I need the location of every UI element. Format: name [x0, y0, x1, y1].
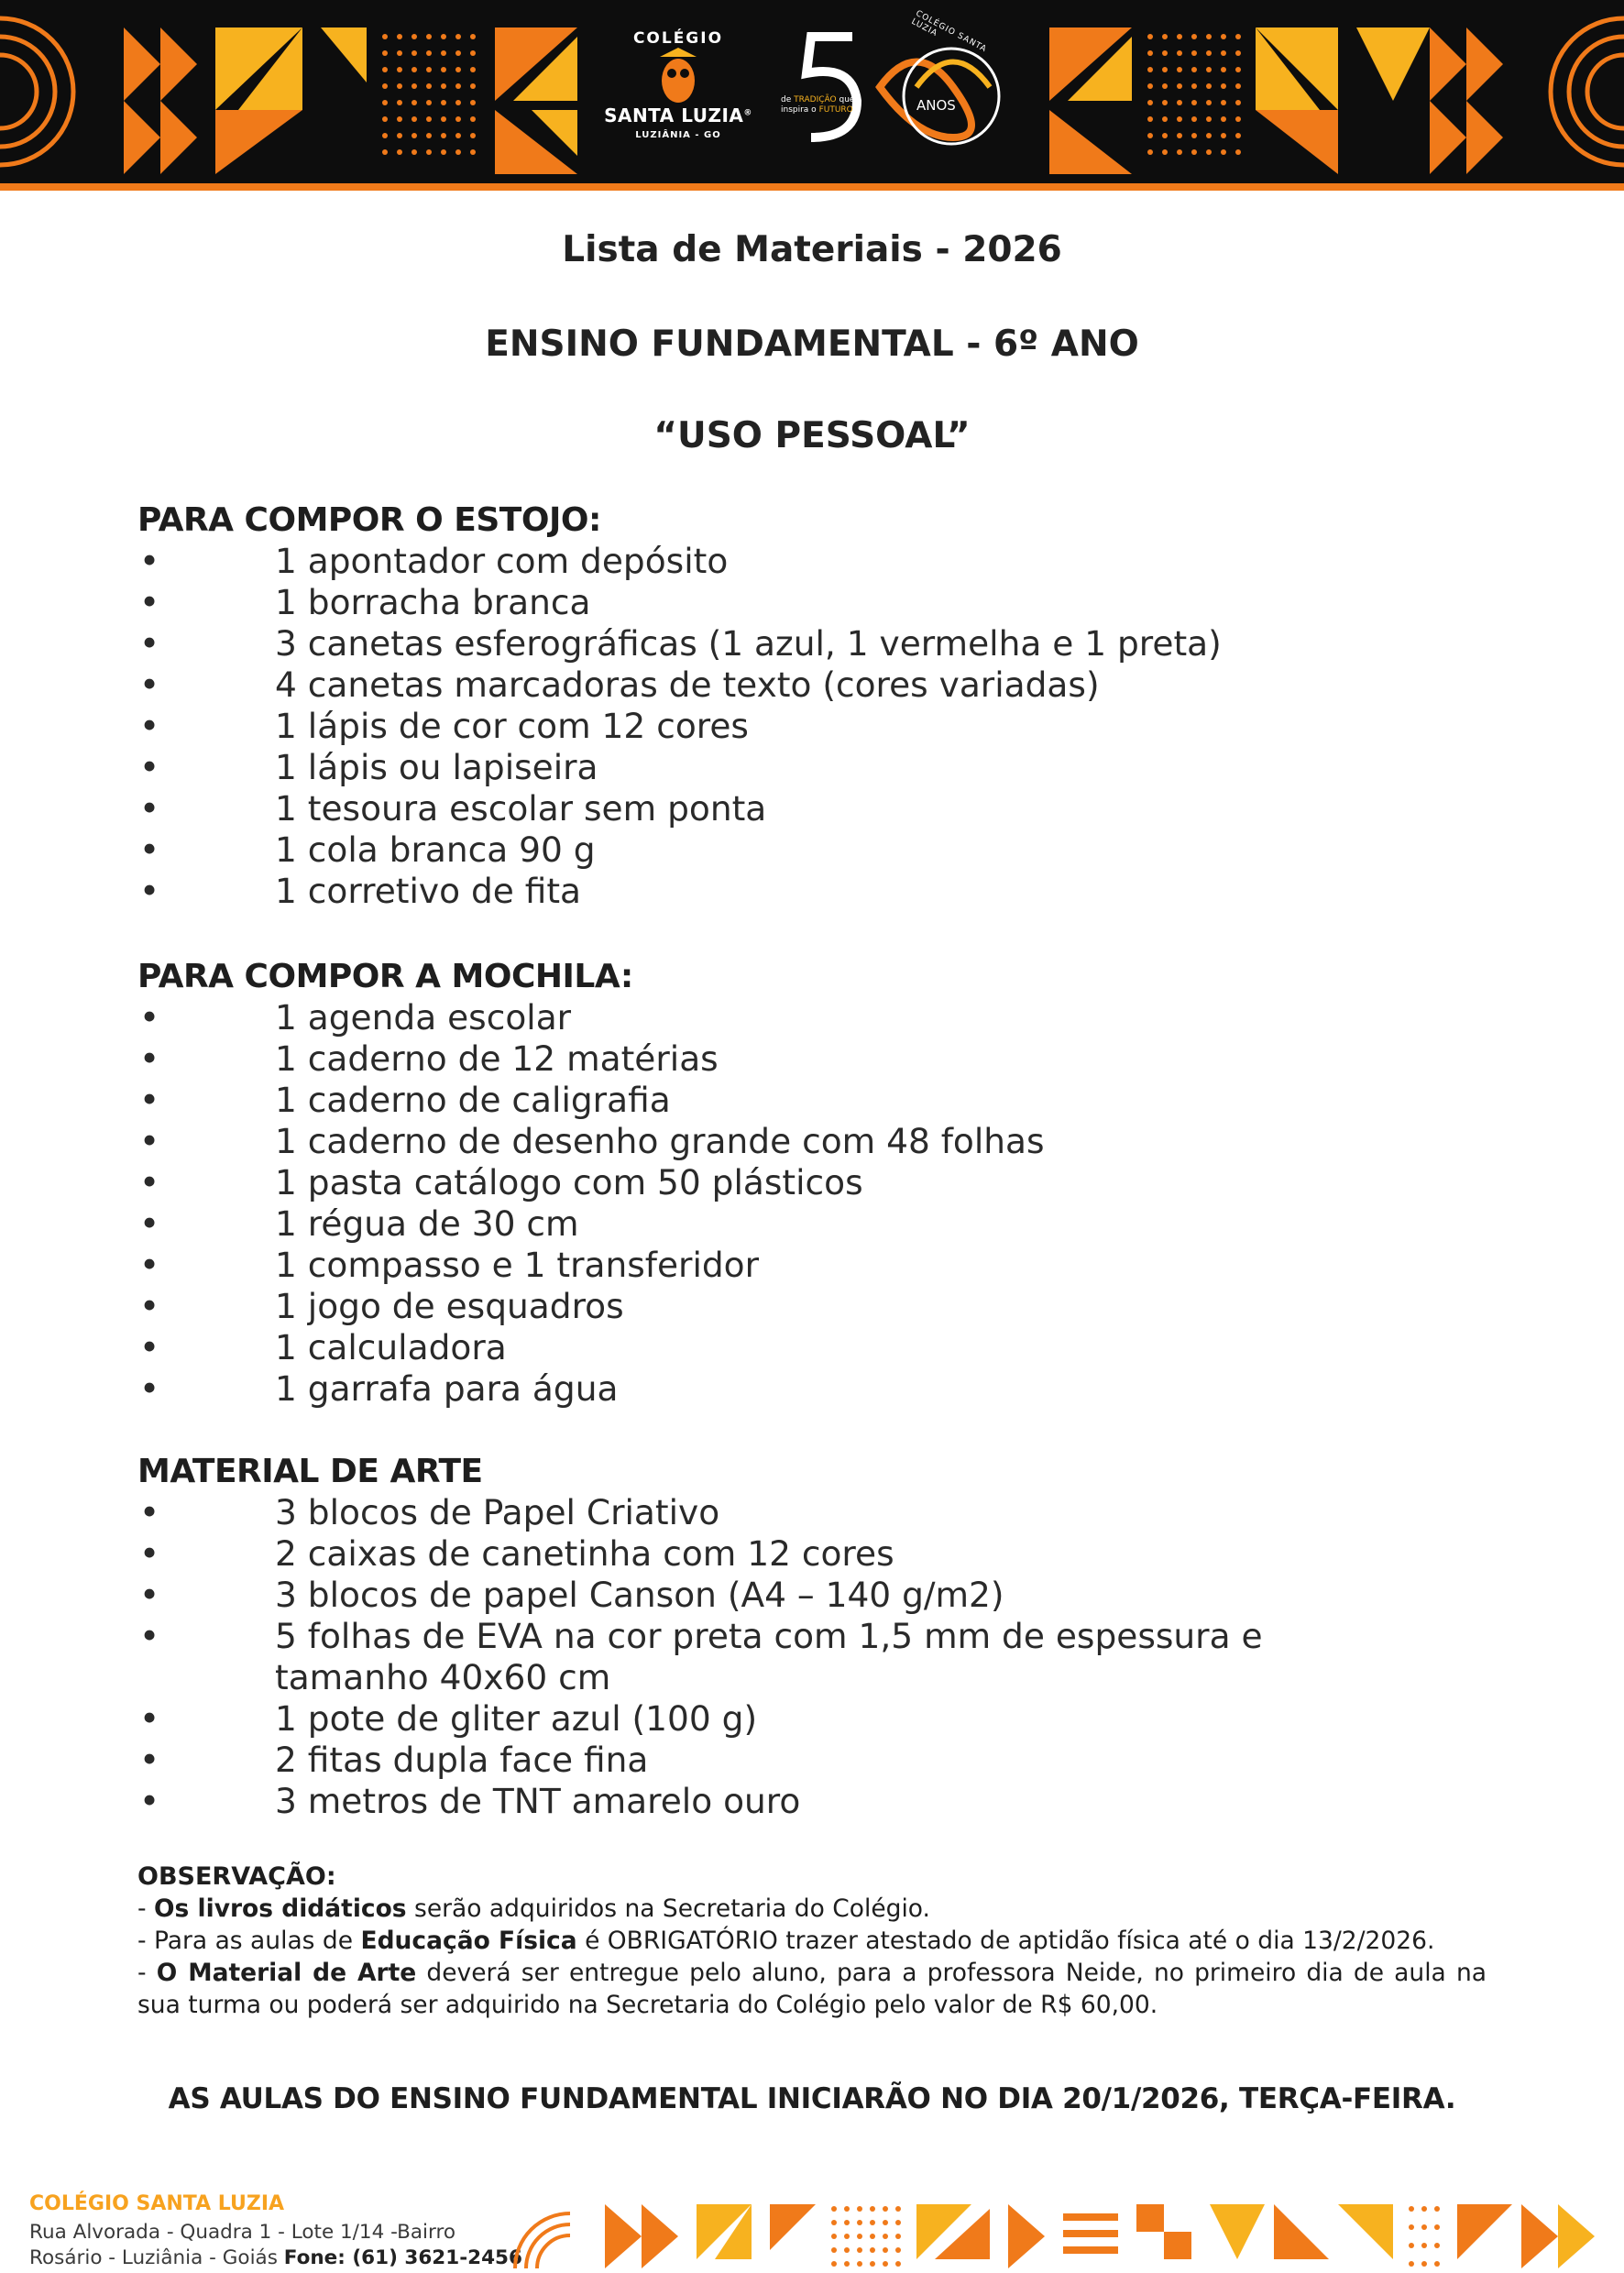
list-item: • 1 caderno de caligrafia: [139, 1080, 671, 1120]
list-item: • 1 corretivo de fita: [139, 871, 582, 911]
list-item: • 1 lápis ou lapiseira: [139, 747, 598, 787]
footer-phone: Fone: (61) 3621-2456: [283, 2246, 522, 2269]
list-item: • 1 garrafa para água: [139, 1368, 619, 1409]
logo-city: LUZIÂNIA - GO: [635, 130, 721, 140]
list-item: • 5 folhas de EVA na cor preta com 1,5 mm de espessura e: [139, 1616, 1263, 1656]
observation-art: - O Material de Arte deverá ser entregue pelo aluno, para a professora Neide, no primeiro dia de aula na sua turma ou poderá ser adquirido na Secretaria do Colégio pelo valor de R$ 60,00.: [137, 1959, 1487, 2019]
list-item: • 1 régua de 30 cm: [139, 1203, 579, 1244]
list-item: • 3 blocos de Papel Criativo: [139, 1492, 720, 1532]
list-item: • 3 canetas esferográficas (1 azul, 1 vermelha e 1 preta): [139, 623, 1222, 664]
footer-school-name: COLÉGIO SANTA LUZIA: [29, 2192, 285, 2215]
list-item-continuation: tamanho 40x60 cm: [275, 1657, 611, 1697]
section-mochila: [137, 956, 1512, 1410]
registered-mark: ®: [743, 108, 752, 118]
section-heading: MATERIAL DE ARTE: [137, 1453, 483, 1490]
list-item: • 3 metros de TNT amarelo ouro: [139, 1781, 801, 1821]
list-item: • 1 cola branca 90 g: [139, 829, 596, 870]
classes-start-notice: AS AULAS DO ENSINO FUNDAMENTAL INICIARÃO NO DIA 20/1/2026, TERÇA-FEIRA.: [168, 2082, 1456, 2115]
list-item: • 2 caixas de canetinha com 12 cores: [139, 1533, 894, 1574]
observation-books: - Os livros didáticos serão adquiridos na Secretaria do Colégio.: [137, 1894, 930, 1923]
anniversary-anos: ANOS: [916, 97, 956, 114]
anniversary-number: [770, 13, 771, 14]
header-divider: [0, 183, 1624, 191]
section-estojo: [137, 500, 1512, 912]
list-item: • 1 calculadora: [139, 1327, 507, 1367]
list-title: Lista de Materiais - 2026: [562, 229, 1062, 270]
footer-pattern: [513, 2186, 1624, 2273]
list-item: • 3 blocos de papel Canson (A4 – 140 g/m2): [139, 1575, 1004, 1615]
list-item: • 1 caderno de 12 matérias: [139, 1038, 719, 1079]
observation-pe: - Para as aulas de Educação Física é OBRIGATÓRIO trazer atestado de aptidão física até o dia 13/2/2026.: [137, 1927, 1435, 1955]
header-banner: [0, 0, 1624, 183]
list-item: • 1 jogo de esquadros: [139, 1286, 624, 1326]
section-heading: PARA COMPOR O ESTOJO:: [137, 501, 601, 539]
footer-address-line2: Rosário - Luziânia - Goiás Fone: (61) 3621-2456: [29, 2246, 522, 2269]
anniversary-ring-text: COLÉGIO SANTA LUZIA: [909, 9, 989, 55]
footer-address-line1: Rua Alvorada - Quadra 1 - Lote 1/14 -Bairro: [29, 2221, 455, 2244]
observations-heading: OBSERVAÇÃO:: [137, 1862, 336, 1891]
logo-name: SANTA LUZIA: [604, 104, 744, 126]
list-item: • 1 caderno de desenho grande com 48 folhas: [139, 1121, 1045, 1161]
grade-title: ENSINO FUNDAMENTAL - 6º ANO: [485, 324, 1139, 365]
list-item: • 1 lápis de cor com 12 cores: [139, 706, 749, 746]
list-item: • 2 fitas dupla face fina: [139, 1740, 649, 1780]
dot-grid-left: [382, 34, 476, 155]
anniversary-logo: [770, 9, 1008, 169]
list-item: • 1 tesoura escolar sem ponta: [139, 788, 767, 829]
school-logo: [587, 18, 770, 165]
anniversary-tagline: de TRADIÇÃO que inspira o FUTURO: [781, 95, 855, 115]
list-item: • 1 apontador com depósito: [139, 541, 729, 581]
list-item: • 1 pote de gliter azul (100 g): [139, 1698, 758, 1739]
list-item: • 1 agenda escolar: [139, 997, 572, 1038]
observations: [137, 1861, 1487, 2021]
logo-arc-text: COLÉGIO: [632, 29, 724, 48]
use-title: “USO PESSOAL”: [653, 415, 971, 456]
list-item: • 1 borracha branca: [139, 582, 591, 622]
list-item: • 4 canetas marcadoras de texto (cores variadas): [139, 664, 1100, 705]
section-heading: PARA COMPOR A MOCHILA:: [137, 958, 633, 995]
list-item: • 1 compasso e 1 transferidor: [139, 1245, 760, 1285]
list-item: • 1 pasta catálogo com 50 plásticos: [139, 1162, 863, 1202]
section-arte: [137, 1451, 1512, 1822]
footer-contact: [29, 2192, 522, 2271]
dot-grid-right: [1147, 34, 1241, 155]
